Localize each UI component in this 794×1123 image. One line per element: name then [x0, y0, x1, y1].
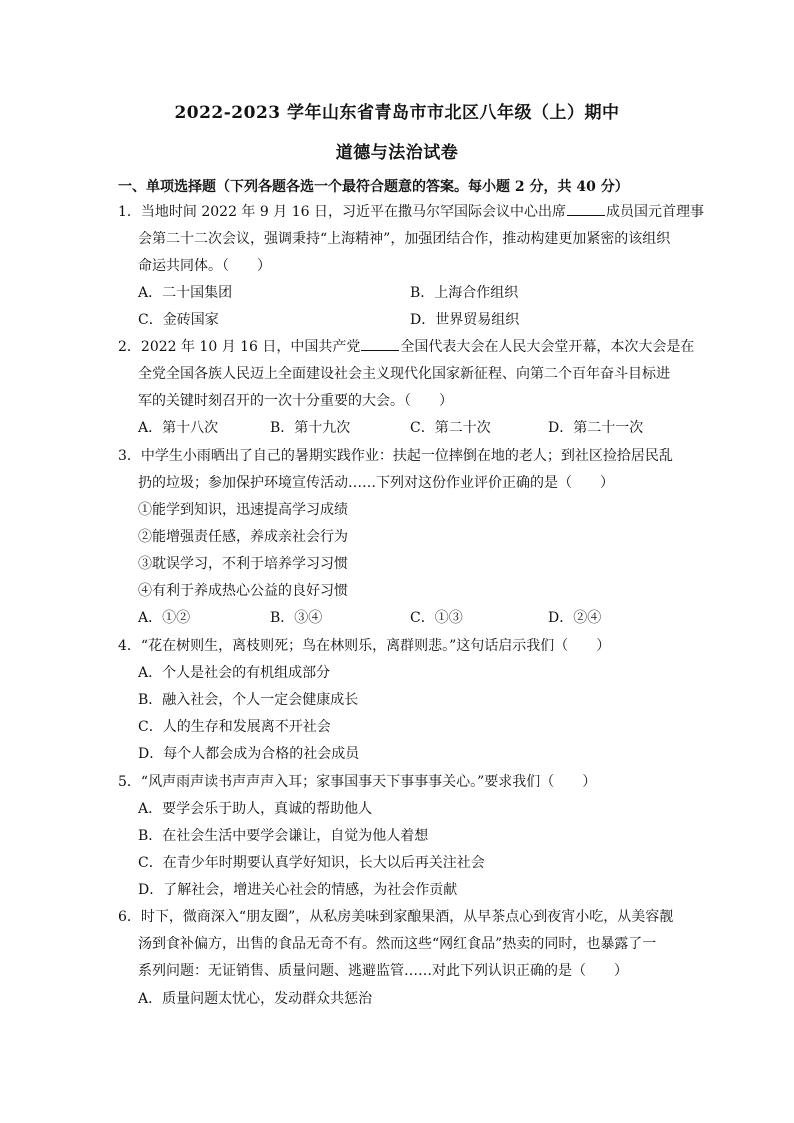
question-4-line-1: 4．“花在树则生，离枝则死；鸟在林则乐，离群则悲。”这句话启示我们（ ） — [118, 638, 611, 654]
question-4-option-c: C．人的生存和发展离不开社会 — [138, 719, 331, 735]
question-1-option-b: B．上海合作组织 — [410, 285, 519, 301]
question-2-option-b: B．第十九次 — [270, 420, 351, 436]
question-5-option-a: A．要学会乐于助人，真诚的帮助他人 — [138, 801, 373, 817]
question-3-option-d: D．②④ — [548, 610, 602, 626]
question-3-statement-1: ①能学到知识，迅速提高学习成绩 — [138, 502, 348, 518]
question-5-option-c: C．在青少年时期要认真学好知识，长大以后再关注社会 — [138, 855, 485, 871]
question-3-statement-2: ②能增强责任感，养成亲社会行为 — [138, 529, 348, 545]
exam-subtitle: 道德与法治试卷 — [335, 143, 459, 163]
question-4-option-b: B．融入社会，个人一定会健康成长 — [138, 692, 359, 708]
question-3-option-c: C．①③ — [410, 610, 463, 626]
question-2-line-1 — [118, 338, 694, 356]
question-6-line-3: 系列问题：无证销售、质量问题、逃避监管……对此下列认识正确的是（ ） — [138, 963, 628, 979]
question-6-line-1: 6．时下，微商深入“朋友圈”，从私房美味到家酿果酒，从早茶点心到夜宵小吃，从美容靓 — [118, 909, 674, 925]
question-3-line-1: 3．中学生小雨晒出了自己的暑期实践作业：扶起一位摔倒在地的老人；到社区捡拾居民乱 — [118, 448, 673, 464]
question-1-option-c: C．金砖国家 — [138, 312, 219, 328]
question-1-text-b: 成员国元首理事 — [605, 204, 704, 220]
question-5-option-d: D．了解社会，增进关心社会的情感，为社会作贡献 — [138, 882, 458, 898]
question-1-line-2: 会第二十二次会议，强调秉持“上海精神”，加强团结合作，推动构建更加紧密的该组织 — [138, 231, 671, 247]
question-6-option-a: A．质量问题太忧心，发动群众共惩治 — [138, 991, 373, 1007]
question-3-line-2: 扔的垃圾；参加保护环境宣传活动……下列对这份作业评价正确的是（ ） — [138, 475, 614, 491]
question-4-option-a: A．个人是社会的有机组成部分 — [138, 665, 331, 681]
question-3-statement-4: ④有利于养成热心公益的良好习惯 — [138, 583, 348, 599]
question-2-line-3: 军的关键时刻召开的一次十分重要的大会。（ ） — [138, 393, 453, 409]
question-4-option-d: D．每个人都会成为合格的社会成员 — [138, 746, 360, 762]
question-3-option-a: A．①② — [138, 610, 191, 626]
question-5-option-b: B．在社会生活中要学会谦让，自觉为他人着想 — [138, 828, 429, 844]
exam-title: 2022-2023 学年山东省青岛市市北区八年级（上）期中 — [174, 103, 620, 123]
question-1-text-a: 1．当地时间 2022 年 9 月 16 日，习近平在撒马尔罕国际会议中心出席 — [118, 204, 566, 220]
question-2-option-d: D．第二十一次 — [548, 420, 644, 436]
question-2-line-2: 全党全国各族人民迈上全面建设社会主义现代化国家新征程、向第二个百年奋斗目标进 — [138, 366, 670, 382]
question-2-text-b: 全国代表大会在人民大会堂开幕，本次大会是在 — [400, 339, 695, 355]
question-1-option-a: A．二十国集团 — [138, 285, 233, 301]
question-1-line-1 — [118, 203, 704, 221]
answer-blank — [567, 203, 605, 216]
question-1-option-d: D．世界贸易组织 — [410, 312, 520, 328]
question-2-option-c: C．第二十次 — [410, 420, 491, 436]
question-6-line-2: 汤到食补偏方，出售的食品无奇不有。然而这些“网红食品”热卖的同时，也暴露了一 — [138, 936, 657, 952]
question-2-text-a: 2．2022 年 10 月 16 日，中国共产党 — [118, 339, 361, 355]
question-3-statement-3: ③耽误学习，不利于培养学习习惯 — [138, 556, 348, 572]
question-3-option-b: B．③④ — [270, 610, 323, 626]
question-5-line-1: 5．“风声雨声读书声声声入耳；家事国事天下事事事关心。”要求我们（ ） — [118, 774, 597, 790]
question-1-line-3: 命运共同体。（ ） — [138, 258, 271, 274]
section-heading: 一、单项选择题（下列各题各选一个最符合题意的答案。每小题 2 分，共 40 分） — [118, 179, 629, 195]
question-2-option-a: A．第十八次 — [138, 420, 219, 436]
answer-blank — [361, 338, 399, 351]
